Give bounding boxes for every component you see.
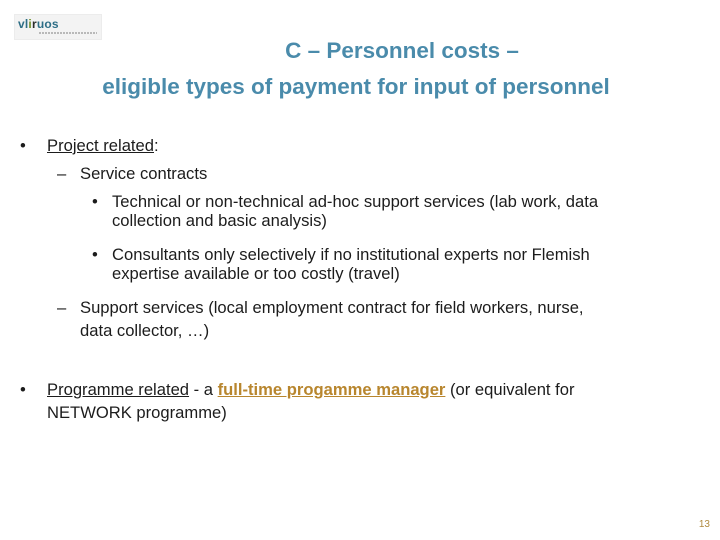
project-related-label: Project related <box>47 136 154 155</box>
programme-related-line-2: NETWORK programme) <box>47 403 227 422</box>
programme-related-label: Programme related <box>47 380 190 399</box>
technical-support-line-1: Technical or non-technical ad-hoc support services (lab work, data <box>112 192 599 211</box>
page-number: 13 <box>698 519 710 530</box>
support-services-line-1: Support services (local employment contract for field workers, nurse, <box>80 298 584 317</box>
dash-marker: – <box>57 298 67 317</box>
dash-marker: – <box>57 164 67 183</box>
bullet-programme-related: Programme related - a full-time progamme manager (or equivalent for <box>47 380 575 399</box>
consultants-line-1: Consultants only selectively if no institutional experts nor Flemish <box>112 245 590 264</box>
bullet-marker: • <box>20 136 26 155</box>
bullet-project-related: Project related: <box>47 136 159 155</box>
technical-support-line-2: collection and basic analysis) <box>112 211 327 230</box>
consultants-line-2: expertise available or too costly (travel) <box>112 264 400 283</box>
title-line-1: C – Personnel costs – <box>285 38 519 63</box>
bullet-marker: • <box>20 380 26 399</box>
full-time-programme-manager-link[interactable]: full-time progamme manager <box>217 380 446 399</box>
service-contracts-item: Service contracts <box>80 164 208 183</box>
title-line-2: eligible types of payment for input of personnel <box>102 74 610 99</box>
bullet-marker: • <box>92 192 98 211</box>
logo-wordmark: vliruos <box>18 17 59 31</box>
support-services-line-2: data collector, …) <box>80 321 210 340</box>
bullet-marker: • <box>92 245 98 264</box>
